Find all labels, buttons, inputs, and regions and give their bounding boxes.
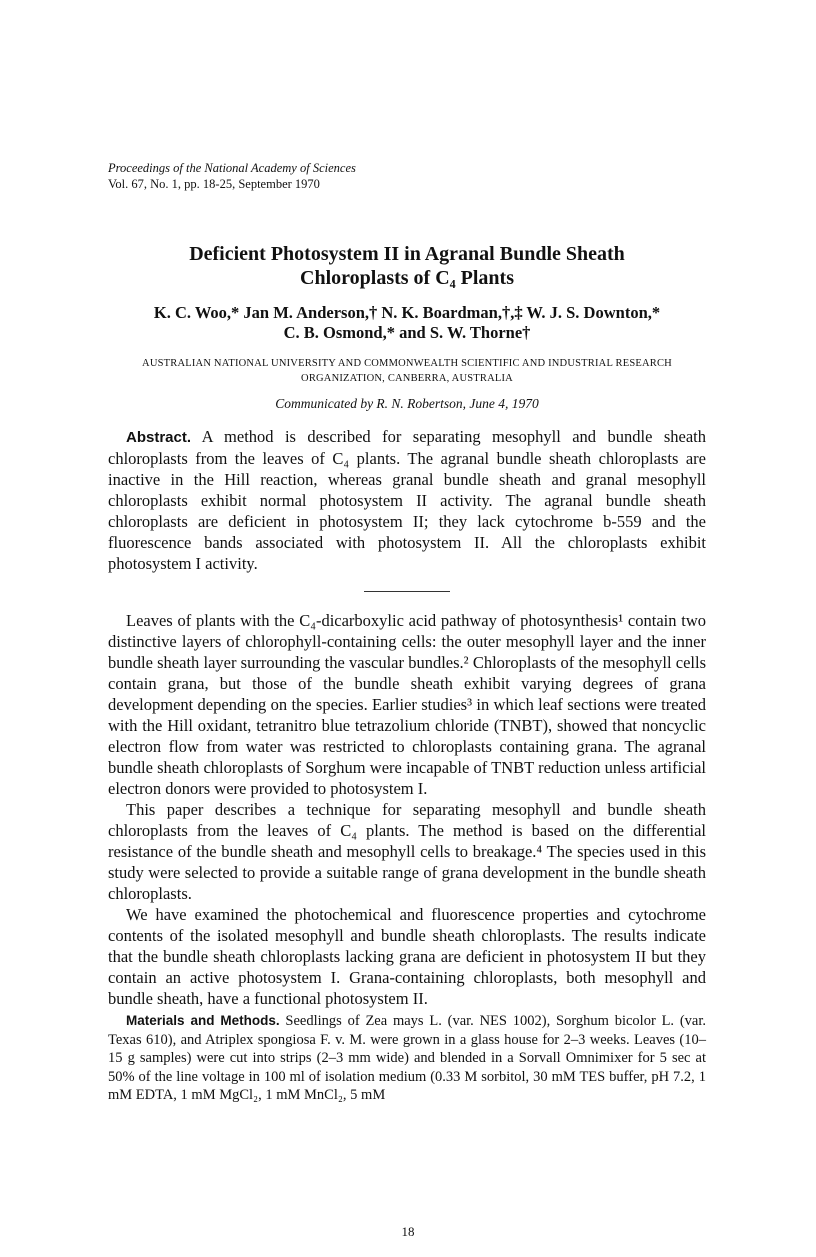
methods-label: Materials and Methods. <box>126 1013 280 1028</box>
abstract-label: Abstract. <box>126 429 192 446</box>
author-list <box>108 303 706 343</box>
authors-line-2: C. B. Osmond,* and S. W. Thorne† <box>283 323 531 342</box>
article-page <box>108 160 706 1105</box>
body-paragraph-2: This paper describes a technique for separating mesophyll and bundle sheath chloroplasts from the leaves of C₄ plants. The method is based on the differential resistance of the bundle sheath and mesophyll cells to breakage.⁴ The species used in this study were selected to provide a suitable range of grana development in the bundle sheath chloroplasts. <box>108 800 706 903</box>
affiliation-line-2: ORGANIZATION, CANBERRA, AUSTRALIA <box>301 373 513 384</box>
journal-citation: Vol. 67, No. 1, pp. 18-25, September 1970 <box>108 177 320 191</box>
methods-text: Seedlings of Zea mays L. (var. NES 1002), Sorghum bicolor L. (var. Texas 610), and Atriplex spongiosa F. v. M. were grown in a glass house for 2–3 weeks. Leaves (10–15 g samples) were cut into strips (2–3 mm wide) and blended in a Sorvall Omnimixer for 5 sec at 50% of the line voltage in 100 ml of isolation medium (0.33 M sorbitol, 30 mM TES buffer, pH 7.2, 1 mM EDTA, 1 mM MgCl₂, 1 mM MnCl₂, 5 mM <box>108 1013 707 1103</box>
title-line-2: Chloroplasts of C₄ Plants <box>300 267 514 289</box>
affiliation-line-1: AUSTRALIAN NATIONAL UNIVERSITY AND COMMONWEALTH SCIENTIFIC AND INDUSTRIAL RESEARCH <box>142 358 672 369</box>
abstract <box>108 426 706 574</box>
journal-header <box>108 160 706 192</box>
authors-line-1: K. C. Woo,* Jan M. Anderson,† N. K. Boardman,†,‡ W. J. S. Downton,* <box>153 303 661 322</box>
article-title <box>108 242 706 290</box>
title-line-1: Deficient Photosystem II in Agranal Bundle Sheath <box>189 243 625 265</box>
affiliation <box>108 356 706 386</box>
journal-name: Proceedings of the National Academy of Sciences <box>108 161 356 175</box>
communicated-by: Communicated by R. N. Robertson, June 4, 1970 <box>275 396 539 411</box>
abstract-text: A method is described for separating mesophyll and bundle sheath chloroplasts from the leaves of C₄ plants. The agranal bundle sheath chloroplasts are inactive in the Hill reaction, whereas granal bundle sheath and granal mesophyll chloroplasts exhibit normal photosystem II activity. The agranal bundle sheath chloroplasts are deficient in photosystem II; they lack cytochrome b-559 and the fluorescence bands associated with photosystem II. All the chloroplasts exhibit photosystem I activity. <box>108 427 706 573</box>
section-divider <box>364 591 450 592</box>
body-paragraph-1: Leaves of plants with the C₄-dicarboxylic acid pathway of photosynthesis¹ contain two distinctive layers of chlorophyll-containing cells: the outer mesophyll layer and the inner bundle sheath layer surrounding the vascular bundles.² Chloroplasts of the mesophyll cells contain grana, but those of the bundle sheath exhibit varying degrees of grana development depending on the species. Earlier studies³ in which leaf sections were treated with the Hill oxidant, tetranitro blue tetrazolium chloride (TNBT), showed that noncyclic electron flow from water was restricted to chloroplasts containing grana. The agranal bundle sheath chloroplasts of Sorghum were incapable of TNBT reduction unless artificial electron donors were provided to photosystem I. <box>108 611 706 798</box>
body-paragraph-3: We have examined the photochemical and fluorescence properties and cytochrome contents of the isolated mesophyll and bundle sheath chloroplasts. The results indicate that the bundle sheath chloroplasts lacking grana are deficient in photosystem II but they contain an active photosystem I. Grana-containing chloroplasts, both mesophyll and bundle sheath, have a functional photosystem II. <box>108 905 706 1008</box>
methods-paragraph <box>108 1012 706 1105</box>
page-number: 18 <box>401 1224 415 1239</box>
